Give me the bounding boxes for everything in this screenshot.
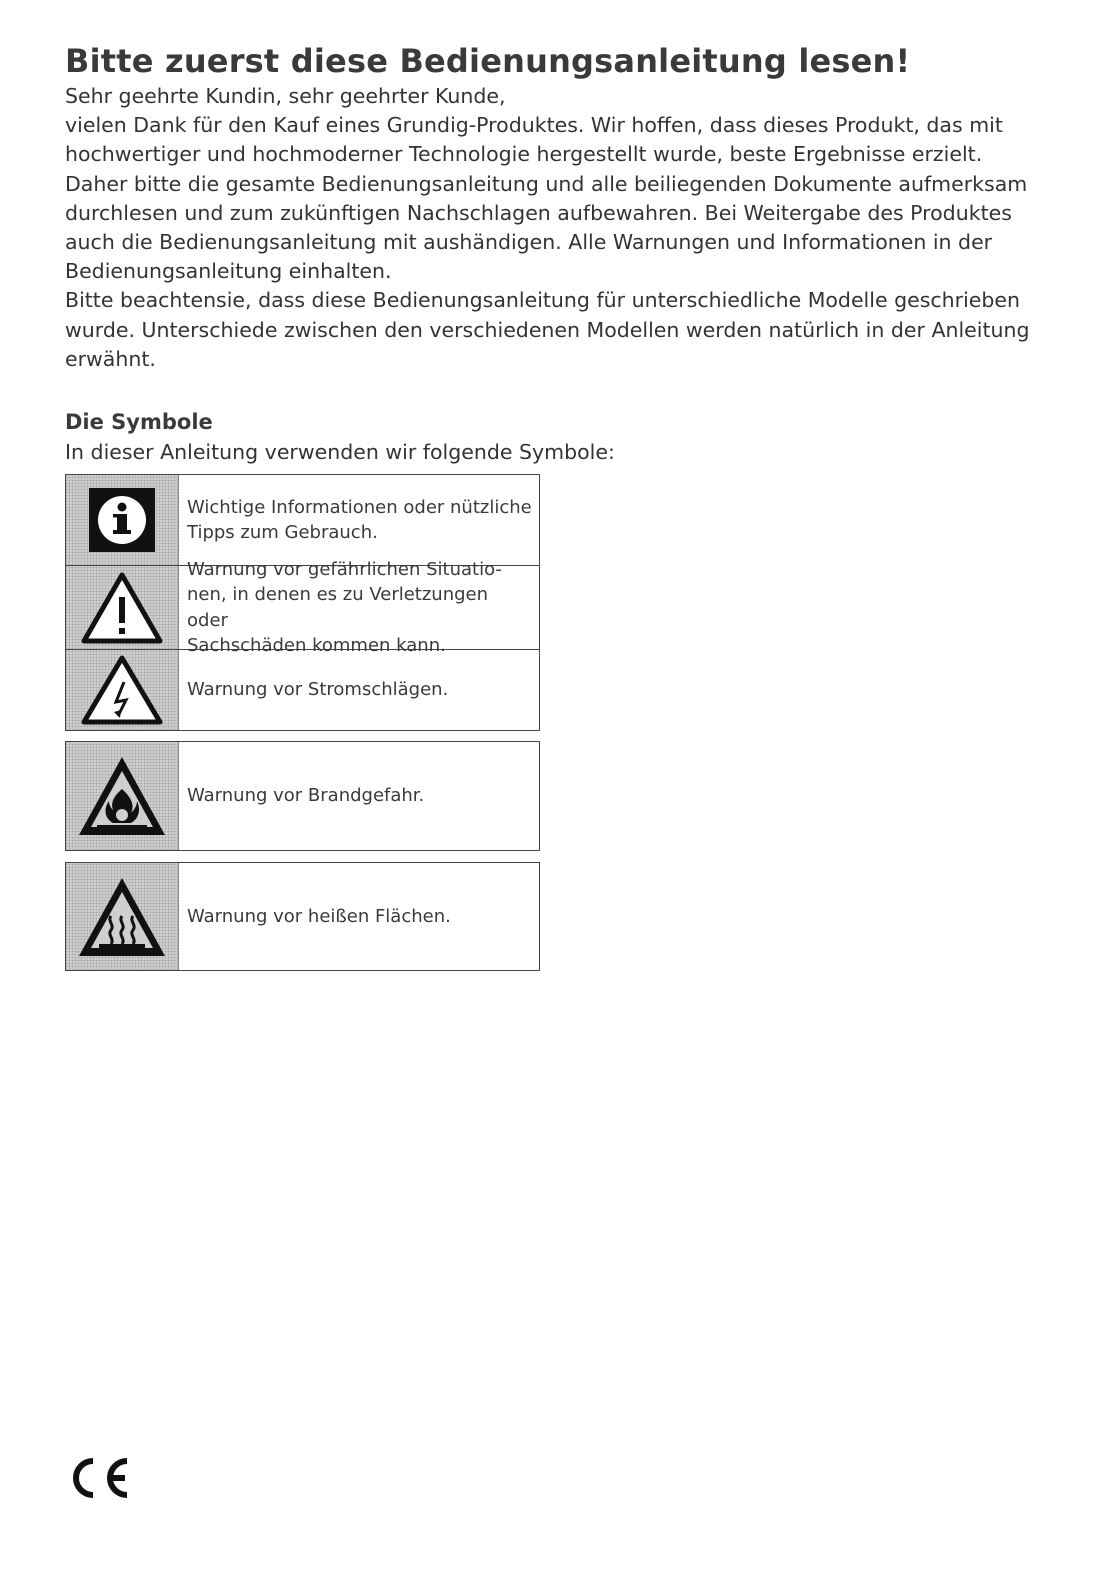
- symbol-description-line: Sachschäden kommen kann.: [187, 635, 446, 656]
- intro-line: Bedienungsanleitung einhalten.: [65, 259, 392, 284]
- intro-line: auch die Bedienungsanleitung mit aushändigen. Alle Warnungen und Informationen in der: [65, 230, 993, 255]
- symbol-description-line: nen, in denen es zu Verletzungen oder: [187, 584, 489, 631]
- symbols-heading: Die Symbole: [65, 410, 213, 434]
- warning-icon: [66, 566, 179, 649]
- symbol-description: [179, 558, 539, 656]
- symbol-description-line: Warnung vor Brandgefahr.: [187, 785, 425, 807]
- hot-surface-icon: [66, 863, 179, 970]
- info-icon: [66, 475, 179, 565]
- ce-mark-icon: [65, 1456, 131, 1504]
- intro-line: vielen Dank für den Kauf eines Grundig-Produktes. Wir hoffen, dass dieses Produkt, das mit: [65, 113, 1003, 138]
- symbol-row-info: [66, 475, 539, 565]
- symbol-table-hot-surface: [65, 862, 540, 971]
- intro-line: Daher bitte die gesamte Bedienungsanleitung und alle beiliegenden Dokumente aufmerksam: [65, 171, 1028, 196]
- symbol-description-line: Warnung vor Stromschlägen.: [187, 679, 449, 701]
- symbol-row-hot-surface: [66, 863, 539, 970]
- symbol-description: [179, 742, 539, 850]
- intro-text: [65, 82, 1040, 374]
- symbol-description: [179, 650, 539, 730]
- page-title: Bitte zuerst diese Bedienungsanleitung lesen!: [65, 42, 911, 80]
- symbol-description-line: Warnung vor heißen Flächen.: [187, 905, 451, 927]
- electric-shock-icon: [66, 650, 179, 730]
- symbol-row-fire: [66, 742, 539, 850]
- symbol-description: [179, 475, 539, 565]
- fire-icon: [66, 742, 179, 850]
- symbol-description: [179, 863, 539, 970]
- symbols-intro: In dieser Anleitung verwenden wir folgende Symbole:: [65, 440, 615, 464]
- symbol-description-line: Warnung vor gefährlichen Situatio-: [187, 558, 502, 580]
- intro-line: hochwertiger und hochmoderner Technologie hergestellt wurde, beste Ergebnisse erzielt.: [65, 142, 983, 167]
- intro-line: wurde. Unterschiede zwischen den verschiedenen Modellen werden natürlich in der Anleitung: [65, 317, 1030, 342]
- symbol-table-general: [65, 474, 540, 731]
- symbol-table-fire: [65, 741, 540, 851]
- symbol-description-line: Wichtige Informationen oder nützliche: [187, 496, 532, 518]
- intro-line: Bitte beachtensie, dass diese Bedienungsanleitung für unterschiedliche Modelle geschrieben: [65, 288, 1021, 313]
- symbol-row-electric: [66, 649, 539, 730]
- symbol-description-line: Tipps zum Gebrauch.: [187, 522, 378, 543]
- symbol-row-warning: [66, 558, 539, 656]
- intro-line: erwähnt.: [65, 346, 156, 371]
- intro-line: Sehr geehrte Kundin, sehr geehrter Kunde,: [65, 84, 506, 108]
- intro-line: durchlesen und zum zukünftigen Nachschlagen aufbewahren. Bei Weitergabe des Produktes: [65, 200, 1012, 225]
